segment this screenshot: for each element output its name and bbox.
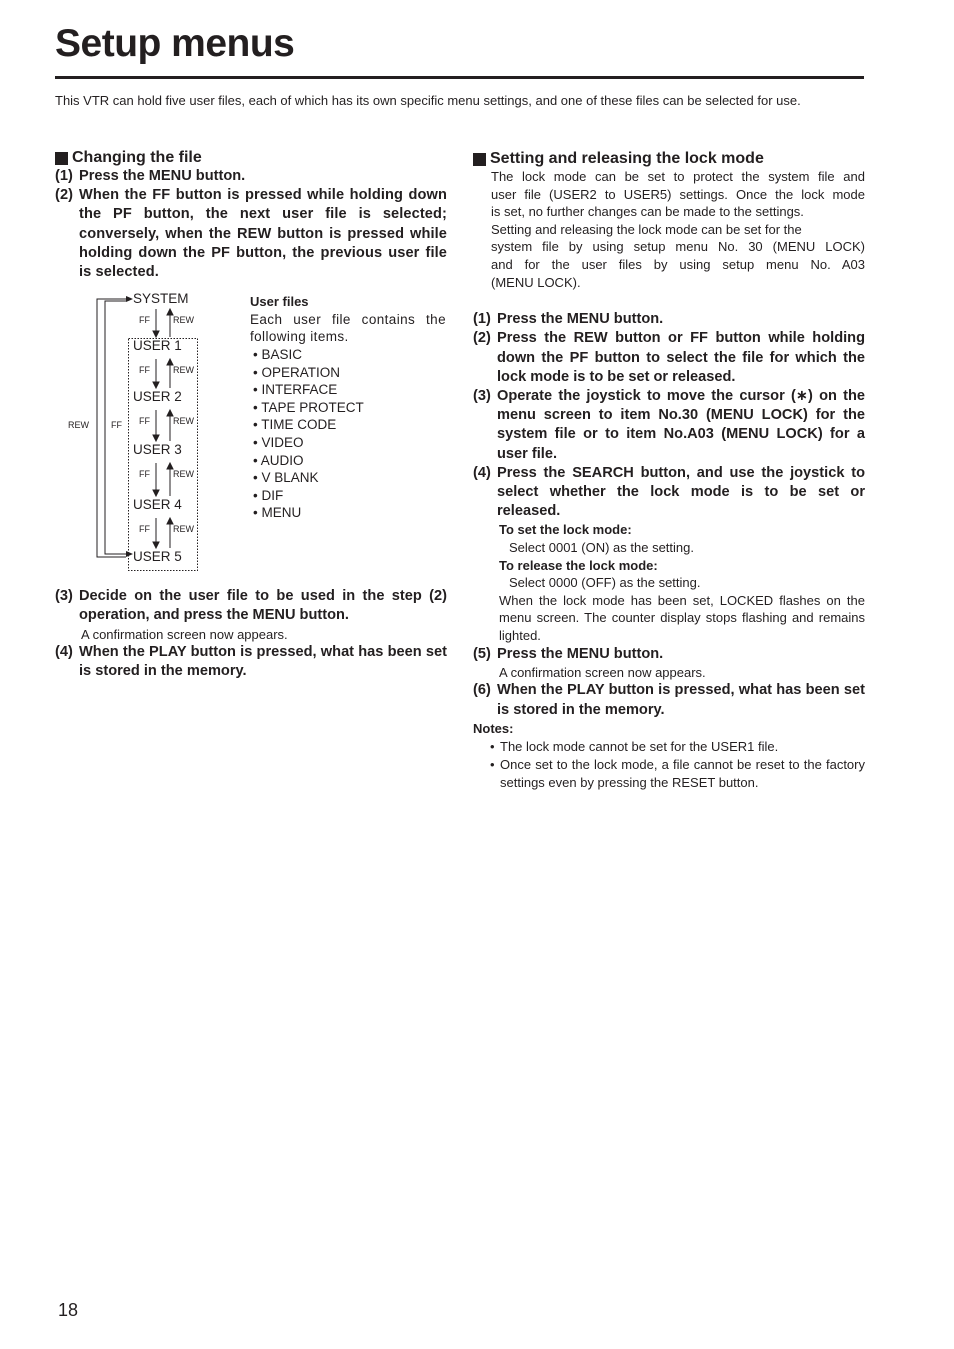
file-label-user-4: USER 4 [133, 497, 182, 513]
note-item [473, 738, 865, 756]
step-text: Press the MENU button. [497, 311, 664, 328]
step-3-note: A confirmation screen now appears. [81, 626, 288, 642]
bullet-icon: • [490, 756, 495, 772]
step-number: (1) [55, 168, 73, 184]
description-line: Setting and releasing the lock mode can be set for the [491, 221, 802, 237]
description-line: The lock mode can be set to protect the system file and [491, 169, 865, 184]
left-column [55, 149, 447, 682]
list-item: • MENU [253, 505, 302, 521]
release-lock-text: Select 0000 (OFF) as the setting. [509, 575, 701, 591]
step-number: (6) [473, 682, 491, 699]
section-heading-changing-file [55, 149, 447, 167]
ff-label: FF [139, 315, 150, 326]
release-lock-title: To release the lock mode: [499, 557, 658, 573]
ff-label: FF [139, 524, 150, 535]
step-5 [473, 645, 865, 664]
list-item: • BASIC [253, 347, 302, 362]
ff-arrowhead [153, 542, 159, 548]
step-text: When the PLAY button is pressed, what has been set is stored in the memory. [79, 644, 447, 680]
user-files-info [250, 293, 446, 522]
step-3 [55, 587, 447, 625]
rew-label: REW [173, 365, 194, 376]
step-number: (1) [473, 311, 491, 328]
lock-mode-description [473, 168, 865, 291]
rew-label: REW [173, 416, 194, 427]
rew-label: REW [173, 315, 194, 326]
step-2 [473, 329, 865, 387]
page-title: Setup menus [55, 22, 295, 65]
step-number: (4) [55, 644, 73, 661]
description-line: is set, no further changes can be made to the settings. [491, 204, 804, 220]
heading-text: Changing the file [72, 149, 202, 166]
rew-label: REW [173, 524, 194, 535]
file-label-user-1: USER 1 [133, 338, 182, 354]
heading-text: Setting and releasing the lock mode [490, 150, 764, 167]
note-text: The lock mode cannot be set for the USER1 file. [500, 738, 779, 754]
step-text: Operate the joystick to move the cursor (∗) on the menu screen to item No.30 (MENU LOCK) for the system file or to item No.A03 (MENU LOCK) for a user file. [497, 387, 865, 462]
step-3 [473, 387, 865, 464]
step-number: (3) [473, 387, 491, 404]
square-bullet-icon [55, 152, 68, 165]
file-cycle-arrows [55, 293, 250, 583]
step-text: Press the SEARCH button, and use the joystick to select whether the lock mode is to be set or released. [497, 464, 865, 520]
list-item: • INTERFACE [253, 382, 338, 398]
right-column [473, 150, 865, 792]
title-rule [55, 76, 864, 79]
step-6 [473, 681, 865, 719]
step-4 [473, 464, 865, 522]
list-item: • TIME CODE [253, 417, 337, 433]
list-item: • V BLANK [253, 470, 319, 486]
bullet-icon: • [490, 738, 495, 754]
step-2 [55, 186, 447, 282]
description-line: and for the user files by using setup menu No. A03 [491, 256, 865, 272]
note-text: Once set to the lock mode, a file cannot be reset to the factory settings even by pressing the RESET button. [500, 756, 865, 790]
locked-note: When the lock mode has been set, LOCKED flashes on the menu screen. The counter display stops flashing and remains lighted. [499, 592, 865, 643]
step-1 [55, 167, 447, 186]
ff-label: FF [139, 365, 150, 376]
list-item: • AUDIO [253, 452, 304, 468]
step-text: Decide on the user file to be used in the step (2) operation, and press the MENU button. [79, 588, 447, 624]
ff-arrowhead [153, 331, 159, 337]
user-files-title: User files [250, 294, 309, 310]
file-label-user-2: USER 2 [133, 389, 182, 405]
step-4 [55, 643, 447, 681]
square-bullet-icon [473, 153, 486, 166]
step-5-note: A confirmation screen now appears. [499, 664, 706, 680]
set-lock-text: Select 0001 (ON) as the setting. [509, 539, 694, 555]
step-number: (4) [473, 464, 491, 481]
step-text: Press the MENU button. [497, 645, 664, 662]
note-item [473, 756, 865, 792]
file-label-system: SYSTEM [133, 291, 189, 307]
list-item: • OPERATION [253, 364, 340, 380]
ff-arrowhead [153, 435, 159, 441]
step-text: When the PLAY button is pressed, what has been set is stored in the memory. [497, 682, 865, 718]
file-label-user-5: USER 5 [133, 549, 182, 565]
list-item: • VIDEO [253, 434, 304, 450]
description-line: system file by using setup menu No. 30 (MENU LOCK) [491, 239, 865, 255]
step-text: Press the REW button or FF button while holding down the PF button to select the file for which the lock mode is to be set or released. [497, 330, 865, 385]
step-number: (5) [473, 645, 491, 662]
file-label-user-3: USER 3 [133, 442, 182, 458]
list-item: • DIF [253, 487, 284, 503]
intro-text: This VTR can hold five user files, each of which has its own specific menu settings, and one of these files can be selected for use. [55, 93, 801, 108]
page-number: 18 [58, 1300, 79, 1320]
description-line: (MENU LOCK). [491, 274, 581, 290]
step-1 [473, 310, 865, 329]
step-text: Press the MENU button. [79, 168, 246, 184]
notes-title: Notes: [473, 720, 514, 736]
step-number: (3) [55, 588, 73, 605]
ff-label: FF [139, 469, 150, 480]
step-text: When the FF button is pressed while holding down the PF button, the next user file is selected; conversely, when the REW button is pressed while holding down the PF button, the previous user file is selected. [79, 187, 447, 281]
user-files-desc: Each user file contains the following items. [250, 311, 446, 345]
ff-arrowhead [153, 382, 159, 388]
user-file-diagram [55, 293, 447, 587]
description-line: user file (USER2 to USER5) settings. Once the lock mode [491, 186, 865, 202]
step-number: (2) [473, 330, 491, 347]
ff-loop-label: FF [111, 420, 122, 431]
ff-label: FF [139, 416, 150, 427]
ff-arrowhead [153, 490, 159, 496]
list-item: • TAPE PROTECT [253, 399, 364, 415]
set-lock-title: To set the lock mode: [499, 522, 632, 538]
user-files-list [250, 346, 446, 522]
step-number: (2) [55, 187, 74, 204]
section-heading-lock-mode [473, 150, 865, 168]
rew-label: REW [173, 469, 194, 480]
rew-loop-label: REW [68, 420, 89, 431]
